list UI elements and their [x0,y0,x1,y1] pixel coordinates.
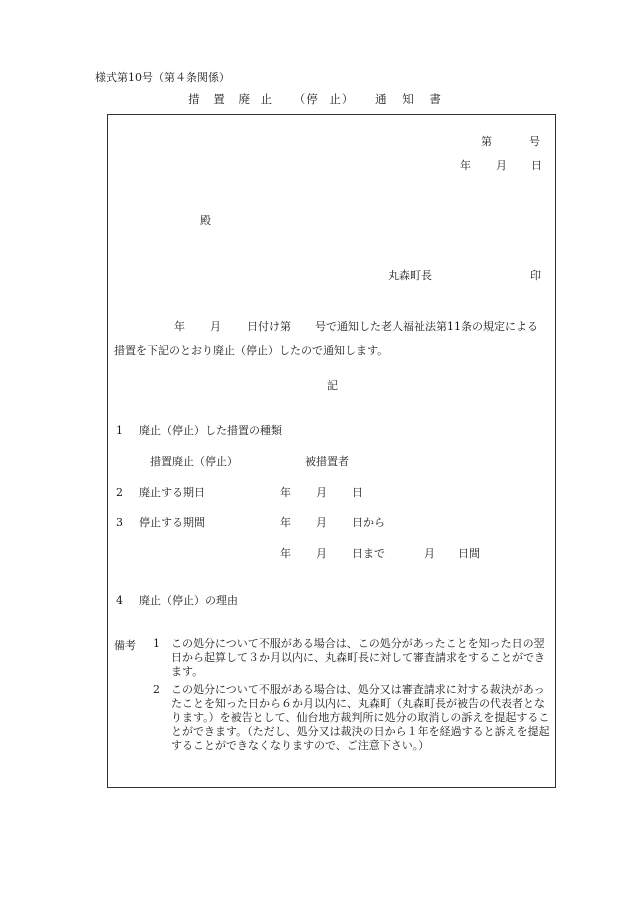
item-3-label: 停止する期間 [139,516,205,529]
item-1-person: 被措置者 [305,455,349,468]
document-title [0,94,630,106]
item-1-label: 廃止（停止）した措置の種類 [139,424,282,437]
item-2-number: 2 [116,486,123,499]
item-3-day-to: 日まで [352,547,385,560]
form-frame [107,114,556,788]
item-1-number: 1 [116,424,123,437]
item-3-year: 年 [280,516,291,529]
item-2-label: 廃止する期日 [139,486,205,499]
item-3-end-month: 月 [316,547,327,560]
title-char: 措 [188,92,201,106]
body-law-ref: 号で通知した老人福祉法第11条の規定による [315,320,538,333]
title-char: 止） [329,92,355,106]
title-char: 通 [375,92,388,106]
item-4-label: 廃止（停止）の理由 [139,594,238,607]
sender-name: 丸森町長 [388,269,432,282]
note-1-text: この処分について不服がある場合は、この処分があったことを知った日の翌日から起算して３か月以内に、丸森町長に対して審査請求をすることができます。 [171,637,545,678]
item-3-number: 3 [116,516,123,529]
title-char: 廃 [238,92,251,106]
item-3-month: 月 [316,516,327,529]
date-month: 月 [496,159,507,172]
notes-label: 備考 [114,639,136,652]
note-2-number: 2 [153,683,160,696]
body-date-ref: 日付け第 [247,320,291,333]
date-year: 年 [460,159,471,172]
item-3-days: 日間 [458,547,480,560]
title-char: （停 [293,92,319,106]
item-1-kind: 措置廃止（停止） [150,455,238,468]
note-1-number: 1 [153,637,160,650]
note-2-text: この処分について不服がある場合は、処分又は審査請求に対する裁決があったことを知った日から６か月以内に、丸森町（丸森町長が被告の代表者となります。）を被告として、仙台地方裁判所に処分の取消しの訴えを提起することができます。（ただし、処分又は裁決の日から１年を経過すると訴えを提起することができなくなりますので、ご注意下さい。） [171,683,550,752]
seal-mark: 印 [530,269,541,282]
body-year: 年 [174,320,185,333]
doc-number-go: 号 [529,135,540,148]
doc-number-dai: 第 [481,135,492,148]
item-3-end-year: 年 [280,547,291,560]
item-3-day-from: 日から [352,516,385,529]
ki-mark: 記 [327,379,338,392]
item-2-year: 年 [280,486,291,499]
item-2-month: 月 [316,486,327,499]
item-3-months: 月 [424,547,435,560]
item-4-number: 4 [116,594,123,607]
title-char: 置 [213,92,226,106]
body-line-2: 措置を下記のとおり廃止（停止）したので通知します。 [114,344,389,357]
body-month: 月 [210,320,221,333]
title-char: 止 [260,92,274,106]
date-day: 日 [531,159,542,172]
form-number-label: 様式第10号（第４条関係） [95,71,230,84]
recipient-honorific: 殿 [200,214,211,227]
title-char: 書 [429,92,442,106]
title-char: 知 [402,92,415,106]
item-2-day: 日 [352,486,363,499]
